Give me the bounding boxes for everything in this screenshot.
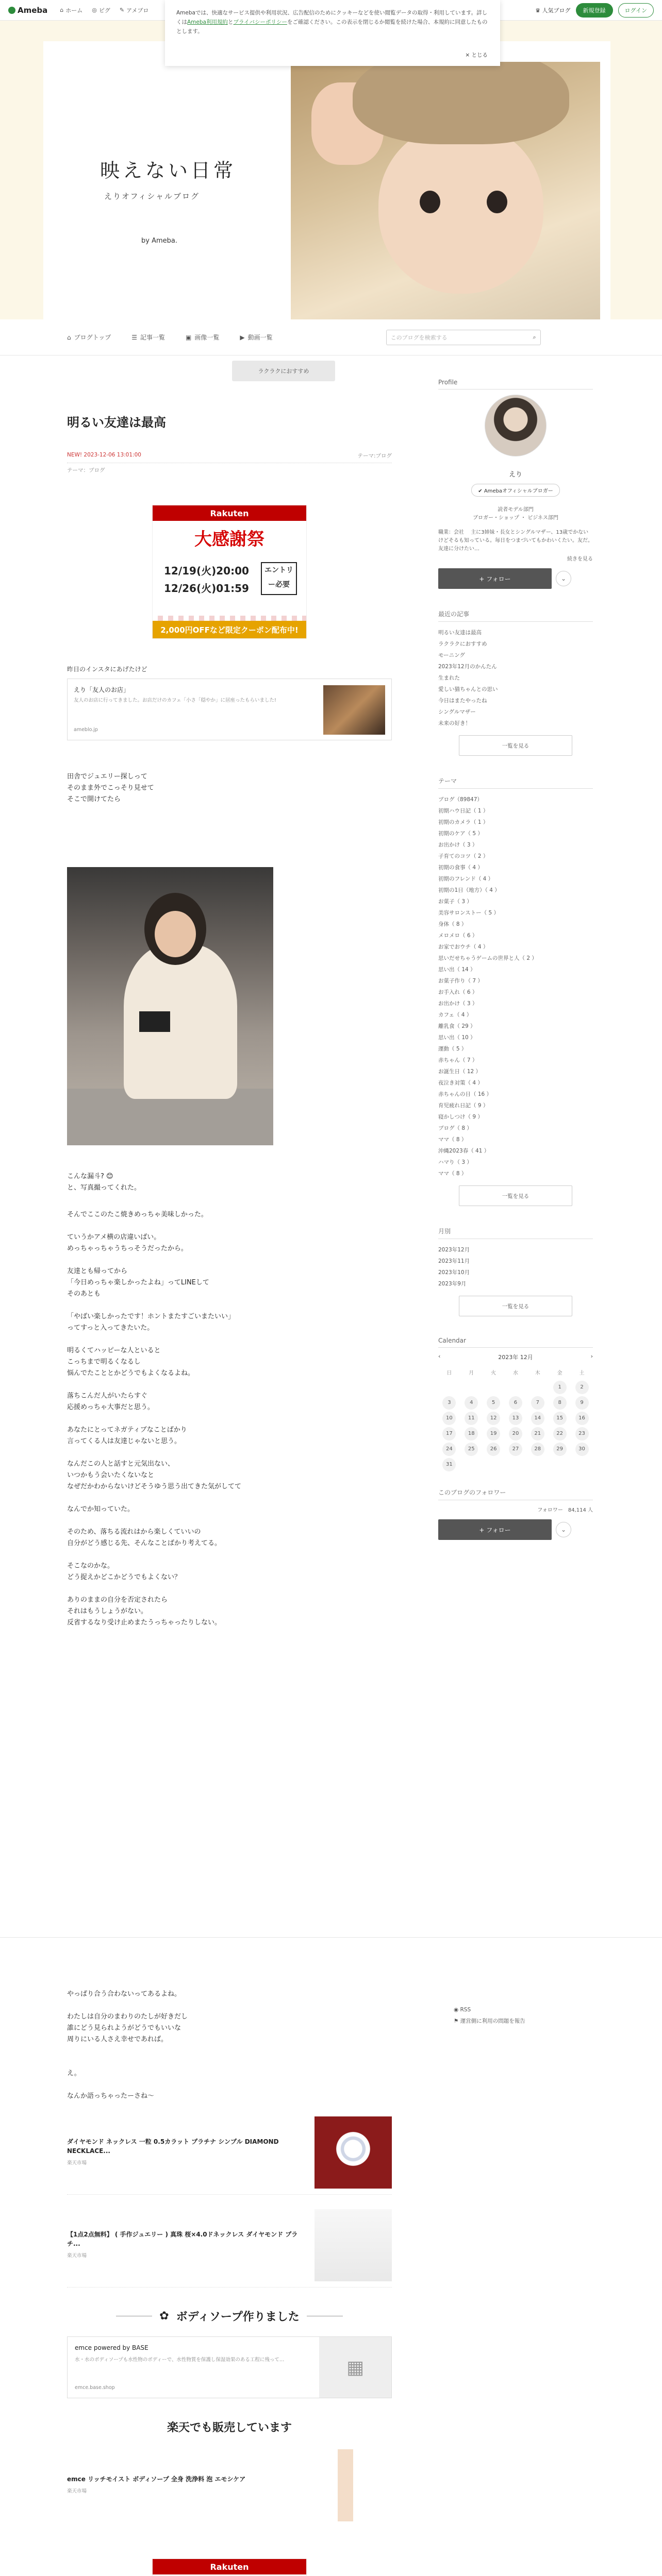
weekday-label: 日 <box>446 1370 452 1376</box>
photo-face <box>155 911 196 957</box>
lower-sidebar <box>454 2004 525 2027</box>
calendar-day[interactable]: 22 <box>553 1427 567 1440</box>
recent-heading: 最近の記事 <box>438 609 593 622</box>
login-button[interactable]: ログイン <box>618 3 654 18</box>
entry-paragraph-3: そんでここのたこ焼きめっちゃ美味しかった。 ていうかアメ横の店違いばい。 めっちゃっちゃうちっそうだったから。 友達とも帰ってから 「今日めっちゃ楽しかったよね」ってLINEして そのあとも 「やばい楽しかったです！ホントまたすごいまたいい」 ってすっと入ってきたいた。 明るくてハッピーな人といると こっちまで明るくなるし 悩んでたこととかどうでもよくなるよね。 落ちこんだ人がいたらすぐ 応援めっちゃ大事だと思う。 あなたにとってネガティブなことばかり 言ってくる人は友達じゃないと思う。 なんだこの人と話すと元気出ない、 いつかもう会いたくないなと なぜだかわからないけどそうゆう思う出てきた気がしてて なんでか知っていた。 そのため、落ちる流れはから楽しくていいの 自分がどう感じる先、そんなことばかり考えてる。 そこなのかな。 どう捉えかどこかどうでもよくない？ ありのままの自分を否定されたら それはもうしょうがない。 反省するなり受け止めまたうっちゃったりしない。 <box>67 1211 242 1626</box>
calendar-day[interactable]: 20 <box>509 1427 522 1440</box>
recent-item[interactable]: 明るい友達は最高 <box>438 630 482 636</box>
product-shop: 楽天市場 <box>67 2488 87 2494</box>
profile-name[interactable]: えり <box>508 471 522 479</box>
weekday-label: 木 <box>535 1370 540 1376</box>
image-list-link[interactable]: ▣ 画像一覧 <box>186 333 220 341</box>
calendar-day[interactable]: 6 <box>509 1396 522 1410</box>
nav-ameblo[interactable]: ✎ アメブロ <box>119 7 149 14</box>
entry-list-link[interactable]: ☰ 記事一覧 <box>131 333 166 341</box>
product-image[interactable] <box>315 2116 392 2189</box>
entry-date: NEW! 2023-12-06 13:01:00 <box>67 452 141 458</box>
ameba-logo-icon <box>8 7 15 14</box>
theme-item[interactable]: 初期ハウ日記（ 1 ） <box>438 808 489 814</box>
cookie-notice: Amebaでは、快適なサービス提供や利用状況、広告配信のためにクッキーなどを使い閲覧データの取得・利用しています。詳しくはAmeba利用規約とプライバシーポリシーをご確認ください。この表示を閉じるか閲覧を続けた場合、本規約に同意したものとします。 × とじる <box>165 0 500 66</box>
article <box>67 361 392 1629</box>
theme-item[interactable]: 思い出（ 14 ） <box>438 967 476 973</box>
monthly-heading: 月別 <box>438 1227 593 1239</box>
calendar-day[interactable]: 3 <box>442 1396 456 1410</box>
calendar-day[interactable]: 29 <box>553 1443 567 1456</box>
photo-hat <box>353 62 569 144</box>
banner-coupon: 2,000円OFFなど限定クーポン配布中! <box>153 621 306 638</box>
followers-heading: このブログのフォロワー <box>438 1488 593 1500</box>
soap-heading-icon: ✿ <box>159 2310 169 2323</box>
month-item[interactable]: 2023年10月 <box>438 1269 470 1276</box>
recent-item[interactable]: モーニング <box>438 652 465 658</box>
profile-genre: 読者モデル部門 ブロガー・ショップ ・ ビジネス部門 <box>473 507 558 521</box>
blog-top-link[interactable]: ⌂ ブログトップ <box>67 333 111 341</box>
entry-paragraph-2: こんな漏斗? 😊 と、写真撮ってくれた。 <box>67 1173 141 1192</box>
base-card-domain: emce.base.shop <box>75 2385 115 2391</box>
theme-item[interactable]: お菓子作り（ 7 ） <box>438 978 483 984</box>
theme-item[interactable]: メロメロ（ 6 ） <box>438 933 478 939</box>
theme-item[interactable]: 初期の1日（地方）（ 4 ） <box>438 887 500 893</box>
flag-icon: ⚑ <box>454 2018 459 2024</box>
entry-meta <box>67 452 392 463</box>
recent-item[interactable]: ラクラクにおすすめ <box>438 641 487 647</box>
theme-item[interactable]: 離乳食（ 29 ） <box>438 1023 476 1029</box>
shop-icon: ▦ <box>319 2337 391 2398</box>
theme-item[interactable]: お出かけ（ 3 ） <box>438 842 478 848</box>
weekday-label: 金 <box>557 1370 562 1376</box>
rakuten-heading: 楽天でも販売しています <box>167 2421 292 2434</box>
share-link[interactable]: テーマ:ブログ <box>357 453 392 459</box>
calendar-day[interactable]: 13 <box>509 1412 522 1425</box>
calendar-table <box>438 1364 593 1472</box>
entry-photo[interactable] <box>67 867 273 1145</box>
calendar-day[interactable]: 15 <box>553 1412 567 1425</box>
theme-item[interactable]: お出かけ（ 3 ） <box>438 1001 478 1007</box>
calendar <box>438 1353 593 1472</box>
theme-item[interactable]: ハマり（ 3 ） <box>438 1159 472 1165</box>
link-card-image <box>323 685 385 735</box>
theme-item[interactable]: ママ（ 8 ） <box>438 1137 467 1143</box>
blog-nav <box>0 319 662 355</box>
avatar[interactable] <box>485 395 547 456</box>
theme-item[interactable]: 美容サロンストー（ 5 ） <box>438 910 500 916</box>
product-title[interactable]: 【1点2点無料】 ( 手作ジュエリー ) 真珠 桜×4.0ドネックレス ダイヤモンド プラチ... <box>67 2230 298 2247</box>
photo-jewelry-box <box>139 1011 170 1032</box>
calendar-heading: Calendar <box>438 1337 593 1348</box>
theme-item[interactable]: お菓子（ 3 ） <box>438 899 472 905</box>
product-card[interactable] <box>67 2117 392 2195</box>
theme-item[interactable]: ブログ（89847） <box>438 796 483 803</box>
photo-eye-right <box>487 191 507 213</box>
follow-button-2[interactable]: + フォロー <box>438 1519 552 1540</box>
global-actions <box>535 3 654 18</box>
blog-subtitle: えりオフィシャルブログ <box>104 192 200 201</box>
month-item[interactable]: 2023年11月 <box>438 1258 470 1264</box>
soap-heading: ✿ ボディソープ作りました <box>67 2308 392 2324</box>
banner-pattern <box>153 616 306 621</box>
product-card[interactable] <box>67 2210 392 2287</box>
global-nav <box>60 6 148 14</box>
rakuten-logo: Rakuten <box>153 2559 306 2574</box>
month-item[interactable]: 2023年12月 <box>438 1247 470 1253</box>
follower-count[interactable]: フォロワー 84,114 人 <box>537 1507 593 1513</box>
theme-item[interactable]: 思いだせちゃうゲームの世界と人（ 2 ） <box>438 955 537 961</box>
terms-link[interactable]: Ameba利用規約 <box>187 19 228 25</box>
theme-item[interactable]: 初期のカメラ（ 1 ） <box>438 819 489 825</box>
product-title[interactable]: emce リッチモイスト ボディソープ 全身 洗浄料 泡 エモシケア <box>67 2476 246 2483</box>
instagram-label: 昨日のインスタにあげたけど <box>67 666 147 673</box>
theme-item[interactable]: 初期の食事（ 4 ） <box>438 865 483 871</box>
prev-month-icon[interactable]: ‹ <box>438 1353 441 1360</box>
follow-row-2 <box>438 1519 593 1540</box>
follow-menu-icon[interactable]: ⌄ <box>556 571 571 586</box>
video-icon: ▶ <box>240 333 245 341</box>
profile-more-link[interactable]: 続きを見る <box>567 556 593 562</box>
theme-item[interactable]: 初期のフレンド（ 4 ） <box>438 876 494 882</box>
calendar-day[interactable]: 19 <box>487 1427 500 1440</box>
entry-paragraph-1: 田舎でジュエリー探しって そのまま外でこっそり見せて そこで開けてたら <box>67 773 154 803</box>
banner-title: 大感謝祭 <box>194 529 264 550</box>
product-card[interactable] <box>67 2450 392 2528</box>
link-card-desc: 友人のお店に行ってきました。お店だけのカフェ「小さ「穏やか」に居座ったもらいました! <box>74 698 276 703</box>
monthly-list <box>438 1244 593 1290</box>
profile-heading: Profile <box>438 379 593 389</box>
base-card-title: emce powered by BASE <box>75 2344 148 2351</box>
home-icon: ⌂ <box>67 333 71 341</box>
calendar-day[interactable]: 12 <box>487 1412 500 1425</box>
ameba-logo[interactable]: Ameba <box>8 6 47 15</box>
theme-item[interactable]: 子育てのコツ（ 2 ） <box>438 853 489 859</box>
calendar-day[interactable]: 10 <box>442 1412 456 1425</box>
theme-item[interactable]: 育児疲れ日記（ 9 ） <box>438 1103 489 1109</box>
header-photo <box>291 62 600 319</box>
profile-text: 職業：会社 主に3姉妹・長女とシングルマザー、13歳でかないけどそるも知っている。毎日をつまづいてもかわいくたい。友だ。友達に分けたい… <box>438 530 593 552</box>
product-title[interactable]: ダイヤモンド ネックレス 一粒 0.5カラット プラチナ シンプル DIAMOND NECKLACE... <box>67 2138 279 2155</box>
video-list-link[interactable]: ▶ 動画一覧 <box>240 333 273 341</box>
entry-theme[interactable]: テーマ：ブログ <box>67 467 105 473</box>
entry-title[interactable]: 明るい友達は最高 <box>67 415 166 430</box>
calendar-day[interactable]: 14 <box>531 1412 544 1425</box>
calendar-day[interactable]: 26 <box>487 1443 500 1456</box>
calendar-day[interactable]: 28 <box>531 1443 544 1456</box>
official-blogger-badge[interactable]: ✔ Amebaオフィシャルブロガー <box>471 484 559 497</box>
calendar-day[interactable]: 8 <box>553 1396 567 1410</box>
report-link[interactable]: ⚑ 運営側に利用の問題を報告 <box>454 2018 525 2024</box>
list-icon: ☰ <box>131 333 138 341</box>
product-image[interactable] <box>315 2449 392 2521</box>
calendar-day[interactable]: 11 <box>465 1412 478 1425</box>
cookie-close-button[interactable]: × とじる <box>465 52 488 58</box>
calendar-day[interactable]: 17 <box>442 1427 456 1440</box>
article-lower <box>67 1989 392 2576</box>
follow-button[interactable]: + フォロー <box>438 568 552 589</box>
photo-face <box>378 124 543 294</box>
blog-search-input[interactable]: このブログを検索する ⌕ <box>386 330 541 345</box>
calendar-day[interactable]: 16 <box>575 1412 589 1425</box>
next-month-icon[interactable]: › <box>590 1353 593 1360</box>
link-card-title: えり「友人のお店」 <box>74 686 130 693</box>
theme-list <box>438 794 593 1179</box>
calendar-day[interactable]: 18 <box>465 1427 478 1440</box>
calendar-day[interactable]: 1 <box>553 1381 567 1394</box>
calendar-month: 2023年 12月 <box>498 1354 533 1361</box>
theme-item[interactable]: 沖縄2023春（ 41 ） <box>438 1148 490 1154</box>
calendar-day[interactable]: 30 <box>575 1443 589 1456</box>
theme-item[interactable]: 運動（ 5 ） <box>438 1046 467 1052</box>
recent-list <box>438 627 593 729</box>
weekday-label: 水 <box>512 1370 518 1376</box>
theme-item[interactable]: 赤ちゃんの日（ 16 ） <box>438 1091 492 1097</box>
rakuten-banner[interactable] <box>152 505 307 639</box>
link-card-domain: ameblo.jp <box>74 727 98 733</box>
nav-home[interactable]: ⌂ ホーム <box>60 7 83 14</box>
recent-item[interactable]: 未来の好き！ <box>438 720 471 726</box>
theme-item[interactable]: お誕生日（ 12 ） <box>438 1069 482 1075</box>
banner-dates: 12/19(火)20:00 12/26(火)01:59 <box>164 565 249 595</box>
recent-more-button[interactable]: 一覧を見る <box>459 735 572 756</box>
theme-item[interactable]: 初期のケア（ 5 ） <box>438 831 483 837</box>
theme-item[interactable]: お手入れ（ 6 ） <box>438 989 478 995</box>
register-button[interactable]: 新規登録 <box>576 3 613 18</box>
theme-more-button[interactable]: 一覧を見る <box>459 1185 572 1206</box>
sidebar <box>438 379 593 1540</box>
rakuten-logo: Rakuten <box>153 505 306 521</box>
base-shop-card[interactable] <box>67 2336 392 2398</box>
profile <box>438 395 593 589</box>
entry-paragraph-4: やっぱり合う合わないってあるよね。 わたしは自分のまわりのたしが好きだし 誰にどう見られようがどうでもいいな 周りにいる人さえ幸せであれば。 え。 なんか語っちゃったーさね〜 <box>67 1990 188 2100</box>
calendar-day[interactable]: 5 <box>487 1396 500 1410</box>
month-item[interactable]: 2023年9月 <box>438 1281 467 1287</box>
section-divider <box>0 1937 662 1938</box>
link-card[interactable] <box>67 679 392 740</box>
image-icon: ▣ <box>186 333 192 341</box>
product-image[interactable] <box>315 2209 392 2281</box>
calendar-day[interactable]: 25 <box>465 1443 478 1456</box>
weekday-label: 月 <box>469 1370 474 1376</box>
calendar-nav <box>438 1353 593 1361</box>
theme-item[interactable]: 赤ちゃん（ 7 ） <box>438 1057 478 1063</box>
theme-heading: テーマ <box>438 776 593 789</box>
blog-title[interactable]: 映えない日常 <box>100 159 237 182</box>
recent-item[interactable]: 愛しい猫ちゃんとの思い <box>438 686 498 692</box>
theme-item[interactable]: ママ（ 8 ） <box>438 1171 467 1177</box>
theme-item[interactable]: 思い出（ 10 ） <box>438 1035 476 1041</box>
product-shop: 楽天市場 <box>67 2160 87 2166</box>
search-icon[interactable]: ⌕ <box>533 333 536 341</box>
calendar-day[interactable]: 21 <box>531 1427 544 1440</box>
theme-item[interactable]: お家でおウチ（ 4 ） <box>438 944 489 950</box>
follow-row <box>438 568 593 589</box>
privacy-link[interactable]: プライバシーポリシー <box>233 19 287 25</box>
recent-item[interactable]: シングルマザー <box>438 709 476 715</box>
product-shop: 楽天市場 <box>67 2252 87 2259</box>
popular-blog-link[interactable]: ♛ 人気ブログ <box>535 7 571 14</box>
calendar-day[interactable]: 31 <box>442 1458 456 1471</box>
base-card-desc: 水・水のボディソープも水性物のボディーで、水性物質を保護し保湿効果のある工程に残って… <box>75 2357 285 2363</box>
related-entry-button[interactable]: ラクラクにおすすめ <box>232 361 335 381</box>
calendar-day[interactable]: 2 <box>575 1381 589 1394</box>
weekday-label: 火 <box>491 1370 496 1376</box>
theme-item[interactable]: ブログ（ 8 ） <box>438 1125 472 1131</box>
nav-pigg[interactable]: ◎ ピグ <box>92 7 110 14</box>
rss-icon: ◉ <box>454 2007 459 2013</box>
calendar-day[interactable]: 4 <box>465 1396 478 1410</box>
photo-eye-left <box>420 191 440 213</box>
by-ameba: by Ameba. <box>141 237 177 245</box>
calendar-day[interactable]: 23 <box>575 1427 589 1440</box>
monthly-more-button[interactable]: 一覧を見る <box>459 1296 572 1316</box>
rakuten-banner-2[interactable] <box>152 2558 307 2576</box>
theme-item[interactable]: 寝かしつけ（ 9 ） <box>438 1114 483 1120</box>
calendar-day[interactable]: 7 <box>531 1396 544 1410</box>
recent-item[interactable]: 今日はまたやったね <box>438 698 487 704</box>
theme-item[interactable]: カフェ（ 4 ） <box>438 1012 472 1018</box>
weekday-label: 土 <box>579 1370 585 1376</box>
follow-menu-icon-2[interactable]: ⌄ <box>556 1522 571 1537</box>
entry-required-badge: エントリー必要 <box>261 562 297 595</box>
calendar-day[interactable]: 9 <box>575 1396 589 1410</box>
calendar-day[interactable]: 27 <box>509 1443 522 1456</box>
blog-header-inner <box>43 41 610 319</box>
theme-item[interactable]: 身体（ 8 ） <box>438 921 467 927</box>
recent-item[interactable]: 2023年12月のかんたん <box>438 664 497 670</box>
theme-item[interactable]: 夜泣き対策（ 4 ） <box>438 1080 483 1086</box>
rss-link[interactable]: ◉ RSS <box>454 2007 471 2013</box>
recent-item[interactable]: 生まれた <box>438 675 460 681</box>
calendar-day[interactable]: 24 <box>442 1443 456 1456</box>
